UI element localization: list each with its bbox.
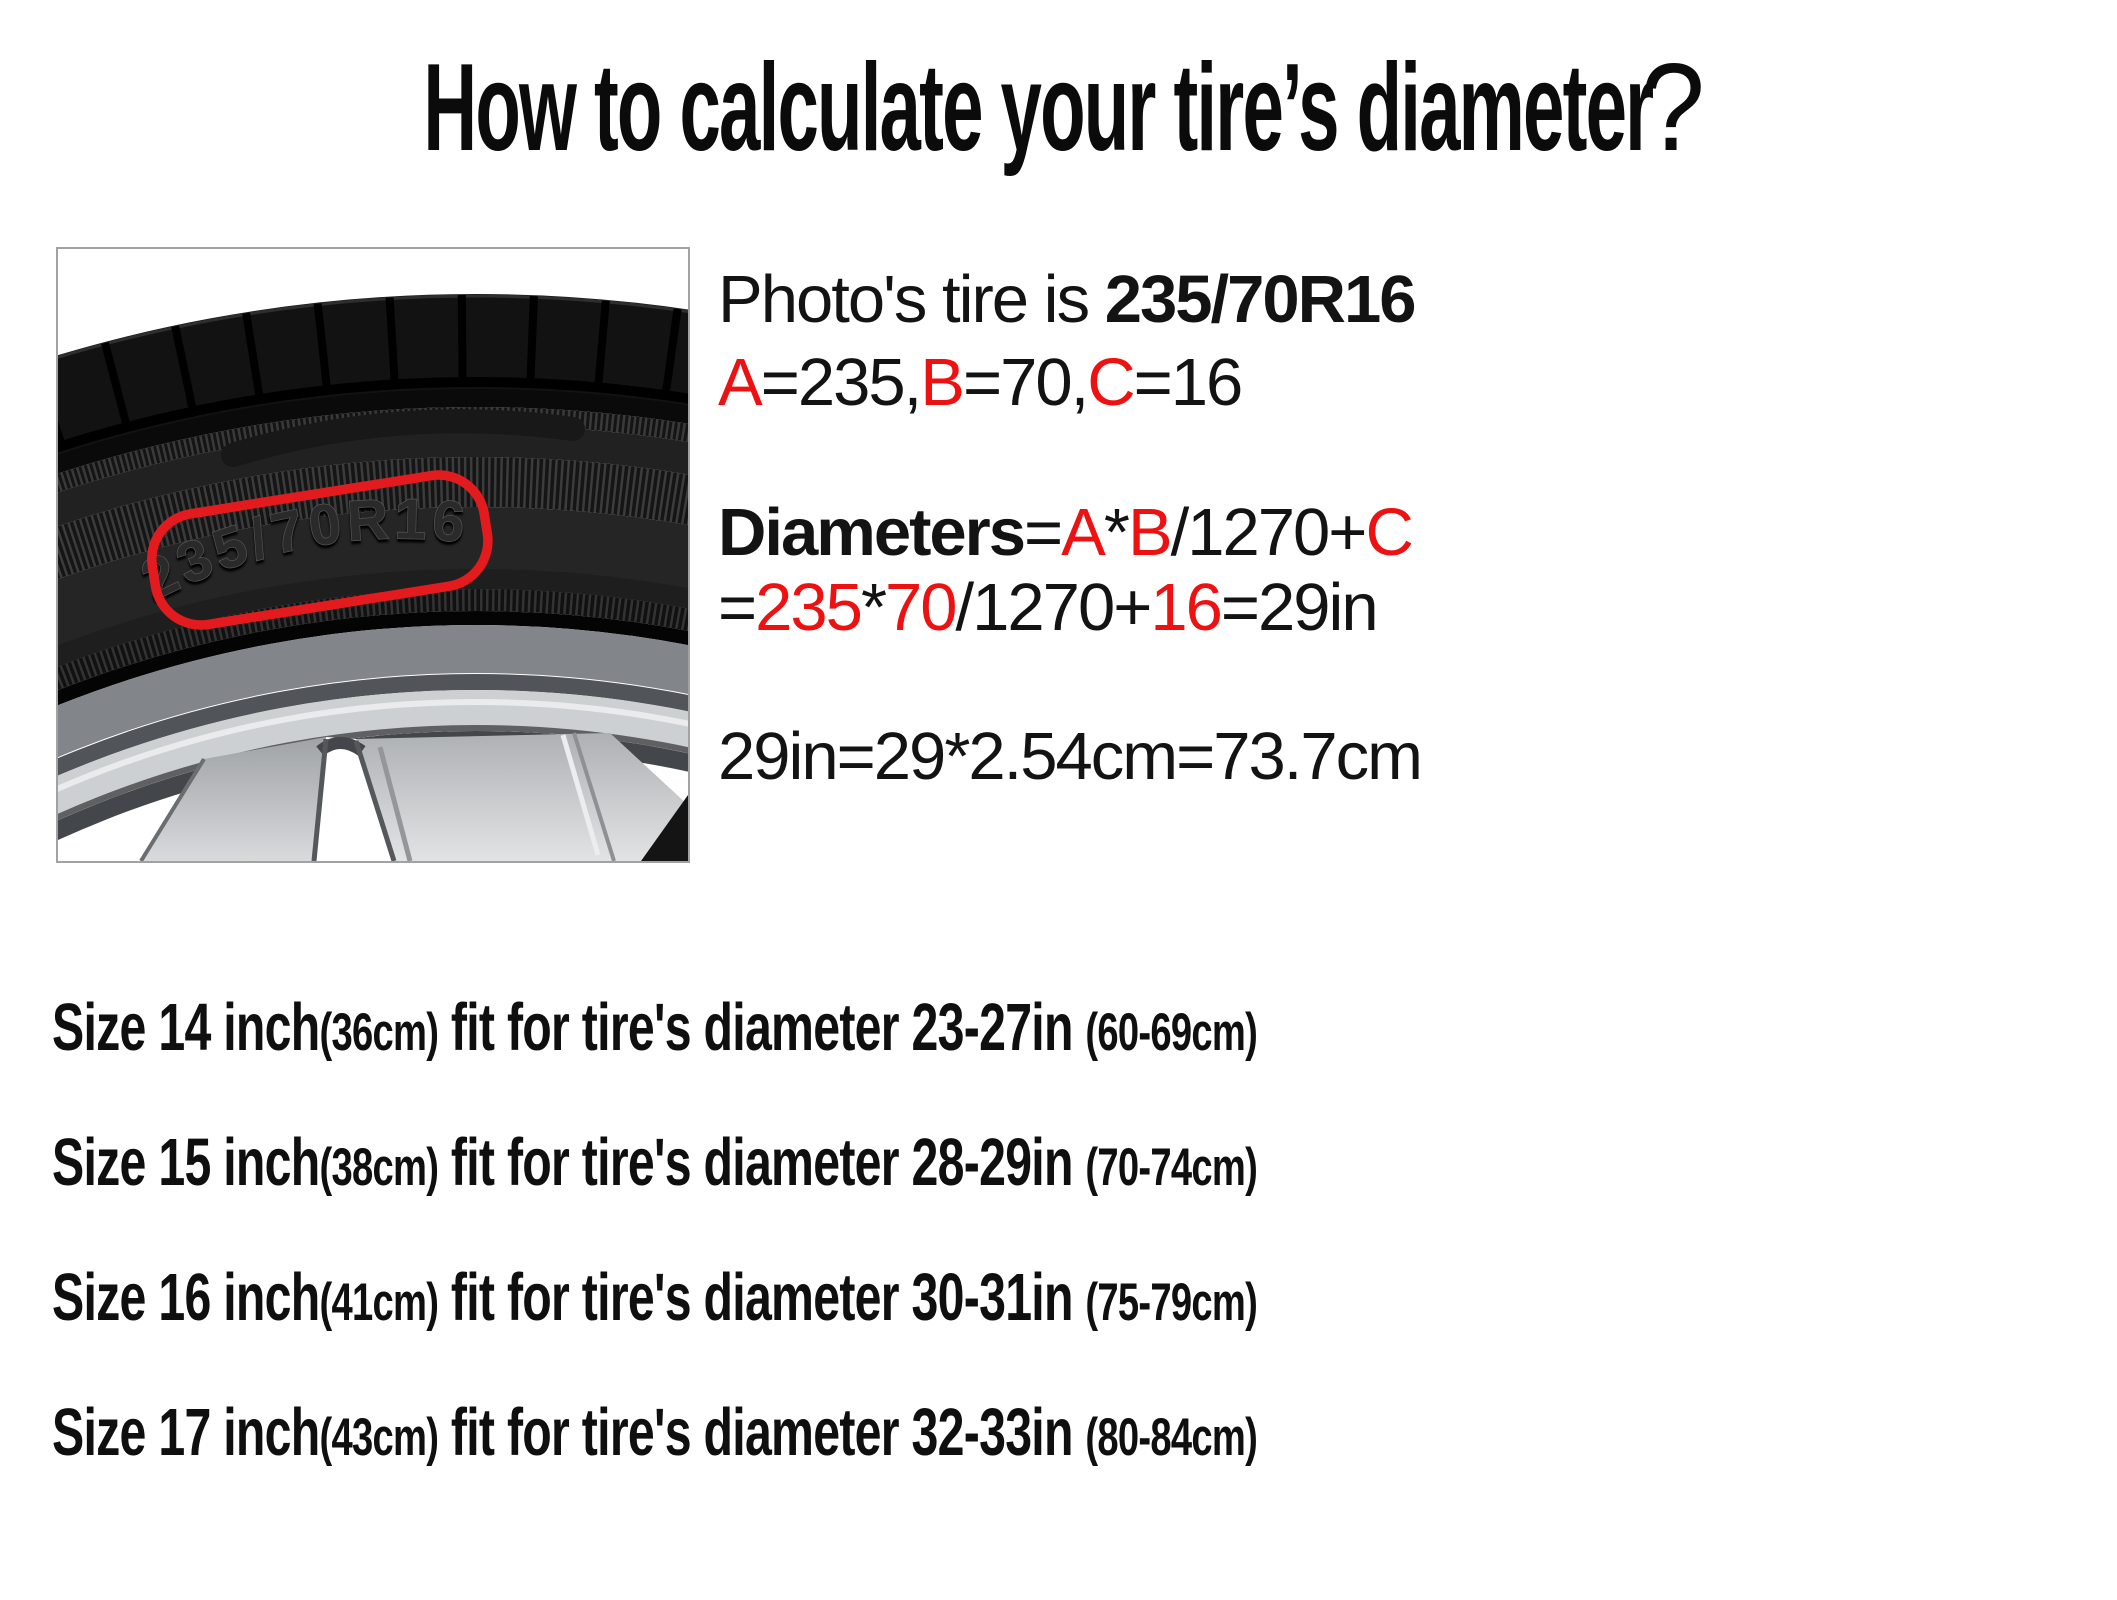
row15-fit-cm: (70-74cm)	[1085, 1138, 1258, 1197]
abc-a: A	[718, 345, 761, 420]
title-question-mark: ?	[1640, 39, 1706, 177]
sub-div: /1270+	[955, 570, 1151, 645]
unit-conversion-line	[718, 719, 1421, 794]
abc-c: C	[1087, 345, 1134, 420]
formula-eq: =	[1024, 495, 1062, 570]
row16-size-cm: (41cm)	[319, 1273, 439, 1332]
row15-size-cm: (38cm)	[319, 1138, 439, 1197]
row17-fit-cm: (80-84cm)	[1085, 1408, 1258, 1467]
size-row-15	[52, 1125, 1258, 1200]
sub-235: 235	[755, 570, 861, 645]
formula-c: C	[1365, 495, 1412, 570]
photo-tire-text: Photo's tire is	[718, 262, 1105, 337]
abc-b: B	[920, 345, 963, 420]
formula-div: /1270+	[1170, 495, 1366, 570]
size-row-16	[52, 1260, 1258, 1335]
unit-conversion-text: 29in=29*2.54cm=73.7cm	[718, 719, 1421, 794]
photo-tire-line	[718, 262, 1415, 337]
abc-values-line	[718, 345, 1242, 420]
row16-size: Size 16 inch	[52, 1260, 320, 1335]
page-title-text: How to calculate your tire’s diameter	[423, 39, 1653, 177]
formula-mul: *	[1103, 495, 1128, 570]
tire-photo	[58, 249, 688, 861]
sub-mul: *	[860, 570, 886, 645]
formula-a: A	[1061, 495, 1104, 570]
tire-photo-frame	[56, 247, 690, 863]
row16-fit-cm: (75-79cm)	[1085, 1273, 1258, 1332]
alloy-rim	[58, 649, 688, 861]
abc-b-val: =70,	[962, 345, 1088, 420]
row17-fit: fit for tire's diameter 32-33in	[438, 1395, 1086, 1470]
row16-fit: fit for tire's diameter 30-31in	[438, 1260, 1086, 1335]
diameter-formula-line	[718, 495, 1412, 570]
row14-size: Size 14 inch	[52, 990, 320, 1065]
photo-tire-size: 235/70R16	[1104, 262, 1415, 337]
row14-size-cm: (36cm)	[319, 1003, 439, 1062]
formula-b: B	[1127, 495, 1171, 570]
sub-70: 70	[885, 570, 956, 645]
sub-result: =29in	[1220, 570, 1377, 645]
abc-a-val: =235,	[760, 345, 921, 420]
tire-size-label: 235/70R16	[131, 487, 473, 613]
row15-size: Size 15 inch	[52, 1125, 320, 1200]
row17-size-cm: (43cm)	[319, 1408, 439, 1467]
size-row-14	[52, 990, 1258, 1065]
sub-16: 16	[1150, 570, 1221, 645]
abc-c-val: =16	[1133, 345, 1242, 420]
formula-substitution-line	[718, 570, 1377, 645]
row17-size: Size 17 inch	[52, 1395, 320, 1470]
row15-fit: fit for tire's diameter 28-29in	[438, 1125, 1086, 1200]
formula-word: Diameters	[718, 495, 1025, 570]
row14-fit-cm: (60-69cm)	[1085, 1003, 1258, 1062]
row14-fit: fit for tire's diameter 23-27in	[438, 990, 1086, 1065]
size-row-17	[52, 1395, 1258, 1470]
sub-eq: =	[718, 570, 756, 645]
page-title	[0, 39, 1706, 177]
